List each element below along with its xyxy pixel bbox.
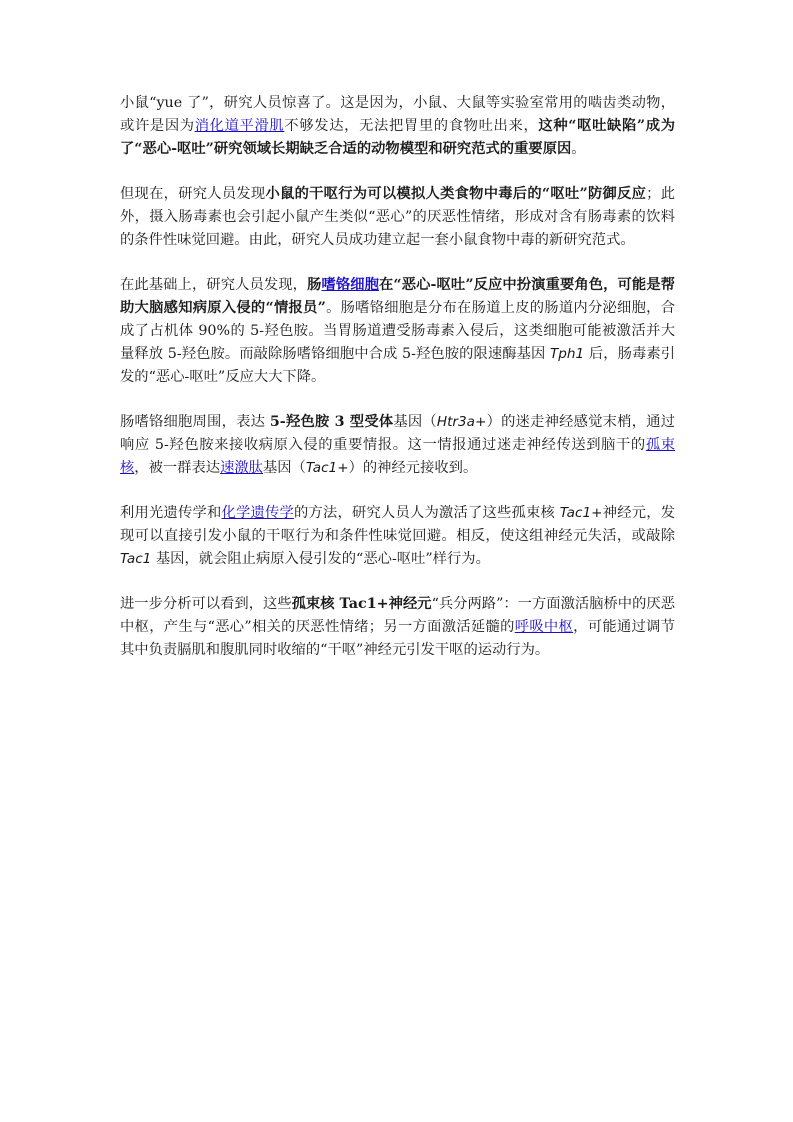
text-run: 基因（ [262,460,306,476]
text-run: 基因，就会阻止病原入侵引发的“恶心-呕吐”样行为。 [151,551,490,567]
italic-text: Htr3a+ [436,414,487,430]
paragraph-1 [120,92,675,161]
text-run: ）的神经元接收到。 [348,460,478,476]
text-run: 小鼠“yue 了”，研究人员惊喜了。这是因为，小鼠、大鼠等实验室常用的啮齿类动物，或许是因为 [120,95,675,134]
text-run: 但现在，研究人员发现 [120,186,266,202]
text-run: 进一步分析可以看到，这些 [120,596,292,612]
paragraph-4 [120,411,675,480]
text-run: “兵分两路”：一方面激活脑桥中的厌恶中枢，产生与“恶心”相关的厌恶性情绪；另一方面激活延髓的 [120,596,675,635]
italic-text: Tac1 [120,551,152,567]
paragraph-3 [120,274,675,389]
text-run: ；此外，摄入肠毒素也会引起小鼠产生类似“恶心”的厌恶性情绪，形成对含有肠毒素的饮料的条件性味觉回避。由此，研究人员成功建立起一套小鼠食物中毒的新研究范式。 [120,186,676,248]
text-run: 肠嗜铬细胞周围，表达 [120,414,270,430]
text-run: 神经元，发现可以直接引发小鼠的干呕行为和条件性味觉回避。相反，使这组神经元失活，或敲除 [120,505,676,544]
text-run: ，可能通过调节其中负责膈肌和腹肌同时收缩的“干呕”神经元引发干呕的运动行为。 [120,619,676,658]
hyperlink[interactable]: 呼吸中枢 [514,619,574,635]
text-run: 在此基础上，研究人员发现， [120,277,308,293]
text-run: 。肠嗜铬细胞是分布在肠道上皮的肠道内分泌细胞，合成了占机体 90%的 5-羟色胺。当胃肠道遭受肠毒素入侵后，这类细胞可能被激活并大量释放 5-羟色胺。而敲除肠嗜铬细胞中合成 5-羟色胺的限速酶基因 [120,300,675,362]
text-run: ）的迷走神经感觉末梢，通过响应 5-羟色胺来接收病原入侵的重要情报。这一情报通过迷走神经传送到脑干的 [120,414,676,453]
text-run: 不够发达，无法把胃里的食物吐出来， [284,118,539,134]
text-run: 后，肠毒素引发的“恶心-呕吐”反应大大下降。 [120,346,675,385]
hyperlink[interactable]: 孤束核 [120,437,676,476]
italic-text: Tac1+ [305,460,349,476]
text-run: 基因（ [393,414,437,430]
bold-text: 5-羟色胺 3 型受体 [269,414,394,430]
text-run: ，被一群表达 [134,460,221,476]
bold-text: 孤束核 Tac1+神经元 [291,596,432,612]
paragraph-5 [120,502,675,571]
italic-text: Tph1 [550,346,585,362]
bold-text: 在“恶心-呕吐”反应中扮演重要角色，可能是帮助大脑感知病原入侵的“情报员” [120,277,676,316]
hyperlink[interactable]: 速激肽 [220,460,263,476]
bold-text: 这种“呕吐缺陷”成为了“恶心-呕吐”研究领域长期缺乏合适的动物模型和研究范式的重要原因 [120,118,676,157]
bold-text: 小鼠的干呕行为可以模拟人类食物中毒后的“呕吐”防御反应 [265,186,647,202]
text-run: 利用光遗传学和 [120,505,222,521]
paragraph-6 [120,593,675,662]
paragraph-2 [120,183,675,252]
hyperlink[interactable]: 化学遗传学 [221,505,295,521]
bold-text: 肠 [307,277,322,293]
hyperlink[interactable]: 消化道平滑肌 [194,118,285,134]
text-run: 的方法，研究人员人为激活了这些孤束核 [294,505,560,521]
hyperlink[interactable]: 嗜铬细胞 [321,277,380,293]
italic-text: Tac1+ [559,505,603,521]
document-body [120,92,675,662]
text-run: 。 [571,141,586,157]
